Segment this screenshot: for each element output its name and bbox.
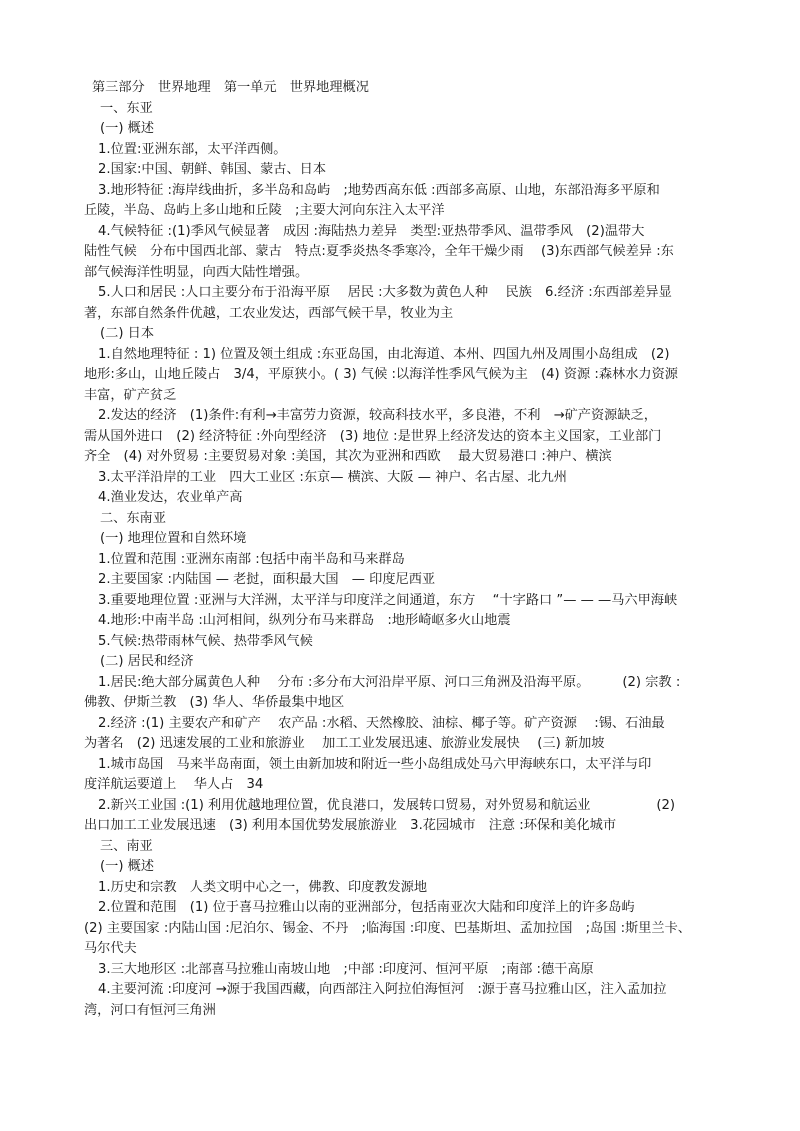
- text-line: 第三部分 世界地理 第一单元 世界地理概况: [92, 80, 369, 95]
- text-line: 1.位置:亚洲东部，太平洋西侧。: [98, 141, 287, 157]
- text-line: 度洋航运要道上 华人占 34: [84, 777, 264, 792]
- text-line: 4.地形:中南半岛 :山河相间，纵列分布马来群岛 :地形崎岖多火山地震: [98, 613, 511, 628]
- text-line: 丘陵，半岛、岛屿上多山地和丘陵 ;主要大河向东注入太平洋: [84, 203, 445, 218]
- text-line: 2.位置和范围 (1) 位于喜马拉雅山以南的亚洲部分，包括南亚次大陆和印度洋上的许多岛屿: [98, 900, 635, 915]
- text-line: 3.重要地理位置 :亚洲与大洋洲，太平洋与印度洋之间通道，东方 “十字路口 ”— — —马六甲海峡: [98, 592, 678, 608]
- text-line: 4.气候特征 :(1)季风气候显著 成因 :海陆热力差异 类型:亚热带季风、温带季风 (2)温带大: [98, 223, 645, 239]
- text-line: 陆性气候 分布中国西北部、蒙古 特点:夏季炎热冬季寒冷，全年干燥少雨 (3)东西部气候差异 :东: [84, 244, 674, 259]
- document-page: [84, 78, 764, 1021]
- text-line: 三、南亚: [100, 838, 153, 854]
- text-line: 4.渔业发达，农业单产高: [98, 490, 243, 505]
- text-line: 3.三大地形区 :北部喜马拉雅山南坡山地 ;中部 :印度河、恒河平原 ;南部 :德干高原: [98, 961, 594, 977]
- text-line: 2.发达的经济 (1)条件:有利→丰富劳力资源，较高科技水平，多良港，不利 →矿产资源缺乏，: [98, 408, 657, 423]
- text-line: 需从国外进口 (2) 经济特征 :外向型经济 (3) 地位 :是世界上经济发达的资本主义国家，工业部门: [84, 428, 662, 444]
- text-line: 4.主要河流 :印度河 →源于我国西藏，向西部注入阿拉伯海恒河 :源于喜马拉雅山区，注入孟加拉: [98, 982, 667, 997]
- text-line: 1.历史和宗教 人类文明中心之一，佛教、印度教发源地: [98, 879, 428, 895]
- text-line: 为著名 (2) 迅速发展的工业和旅游业 加工工业发展迅速、旅游业发展快 (三) 新加坡: [84, 736, 605, 751]
- text-line: 2.经济 :(1) 主要农产和矿产 农产品 :水稻、天然橡胶、油棕、椰子等。矿产资源 :锡、石油最: [98, 715, 665, 731]
- text-line: 3.太平洋沿岸的工业 四大工业区 :东京— 横滨、大阪 — 神户、名古屋、北九州: [98, 469, 567, 485]
- text-line: 部气候海洋性明显，向西大陆性增强。: [84, 264, 309, 280]
- text-line: 2.主要国家 :内陆国 — 老挝，面积最大国 — 印度尼西亚: [98, 572, 436, 587]
- text-line: (2) 主要国家 :内陆山国 :尼泊尔、锡金、不丹 ;临海国 :印度、巴基斯坦、孟加拉国 ;岛国 :斯里兰卡、: [84, 920, 691, 936]
- text-line: 1.居民:绝大部分属黄色人种 分布 :多分布大河沿岸平原、河口三角洲及沿海平原。 (2) 宗教 :: [98, 674, 681, 690]
- text-line: 马尔代夫: [84, 941, 137, 956]
- text-line: 著，东部自然条件优越，工农业发达，西部气候干旱，牧业为主: [84, 305, 454, 321]
- text-line: 丰富，矿产贫乏: [84, 387, 177, 403]
- text-line: 1.自然地理特征 : 1) 位置及领土组成 :东亚岛国，由北海道、本州、四国九州及周围小岛组成 (2): [98, 346, 670, 362]
- text-line: 一、东亚: [100, 100, 153, 116]
- text-line: 二、东南亚: [100, 510, 166, 526]
- text-line: 5.气候:热带雨林气候、热带季风气候: [98, 633, 313, 649]
- text-line: 齐全 (4) 对外贸易 :主要贸易对象 :美国，其次为亚洲和西欧 最大贸易港口 :神户、横滨: [84, 449, 612, 464]
- text-line: 湾，河口有恒河三角洲: [84, 1002, 216, 1018]
- text-line: 3.地形特征 :海岸线曲折，多半岛和岛屿 ;地势西高东低 :西部多高原、山地，东部沿海多平原和: [98, 182, 660, 198]
- text-line: (一) 概述: [100, 859, 155, 874]
- text-line: 1.位置和范围 :亚洲东南部 :包括中南半岛和马来群岛: [98, 551, 405, 567]
- text-line: 1.城市岛国 马来半岛南面，领土由新加坡和附近一些小岛组成处马六甲海峡东口，太平洋与印: [98, 756, 652, 772]
- text-line: (二) 日本: [100, 326, 155, 341]
- text-line: (一) 概述: [100, 121, 155, 136]
- text-line: 2.国家:中国、朝鲜、韩国、蒙古、日本: [98, 162, 327, 177]
- text-line: 佛教、伊斯兰教 (3) 华人、华侨最集中地区: [84, 695, 345, 710]
- text-line: 5.人口和居民 :人口主要分布于沿海平原 居民 :大多数为黄色人种 民族 6.经济 :东西部差异显: [98, 285, 672, 300]
- text-line: (二) 居民和经济: [100, 654, 194, 669]
- text-line: 2.新兴工业国 :(1) 利用优越地理位置，优良港口，发展转口贸易，对外贸易和航运业 (2): [98, 797, 676, 813]
- text-line: 地形:多山，山地丘陵占 3/4，平原狭小。( 3) 气候 :以海洋性季风气候为主 (4) 资源 :森林水力资源: [84, 367, 678, 382]
- text-line: (一) 地理位置和自然环境: [100, 531, 247, 546]
- text-line: 出口加工工业发展迅速 (3) 利用本国优势发展旅游业 3.花园城市 注意 :环保和美化城市: [84, 818, 617, 833]
